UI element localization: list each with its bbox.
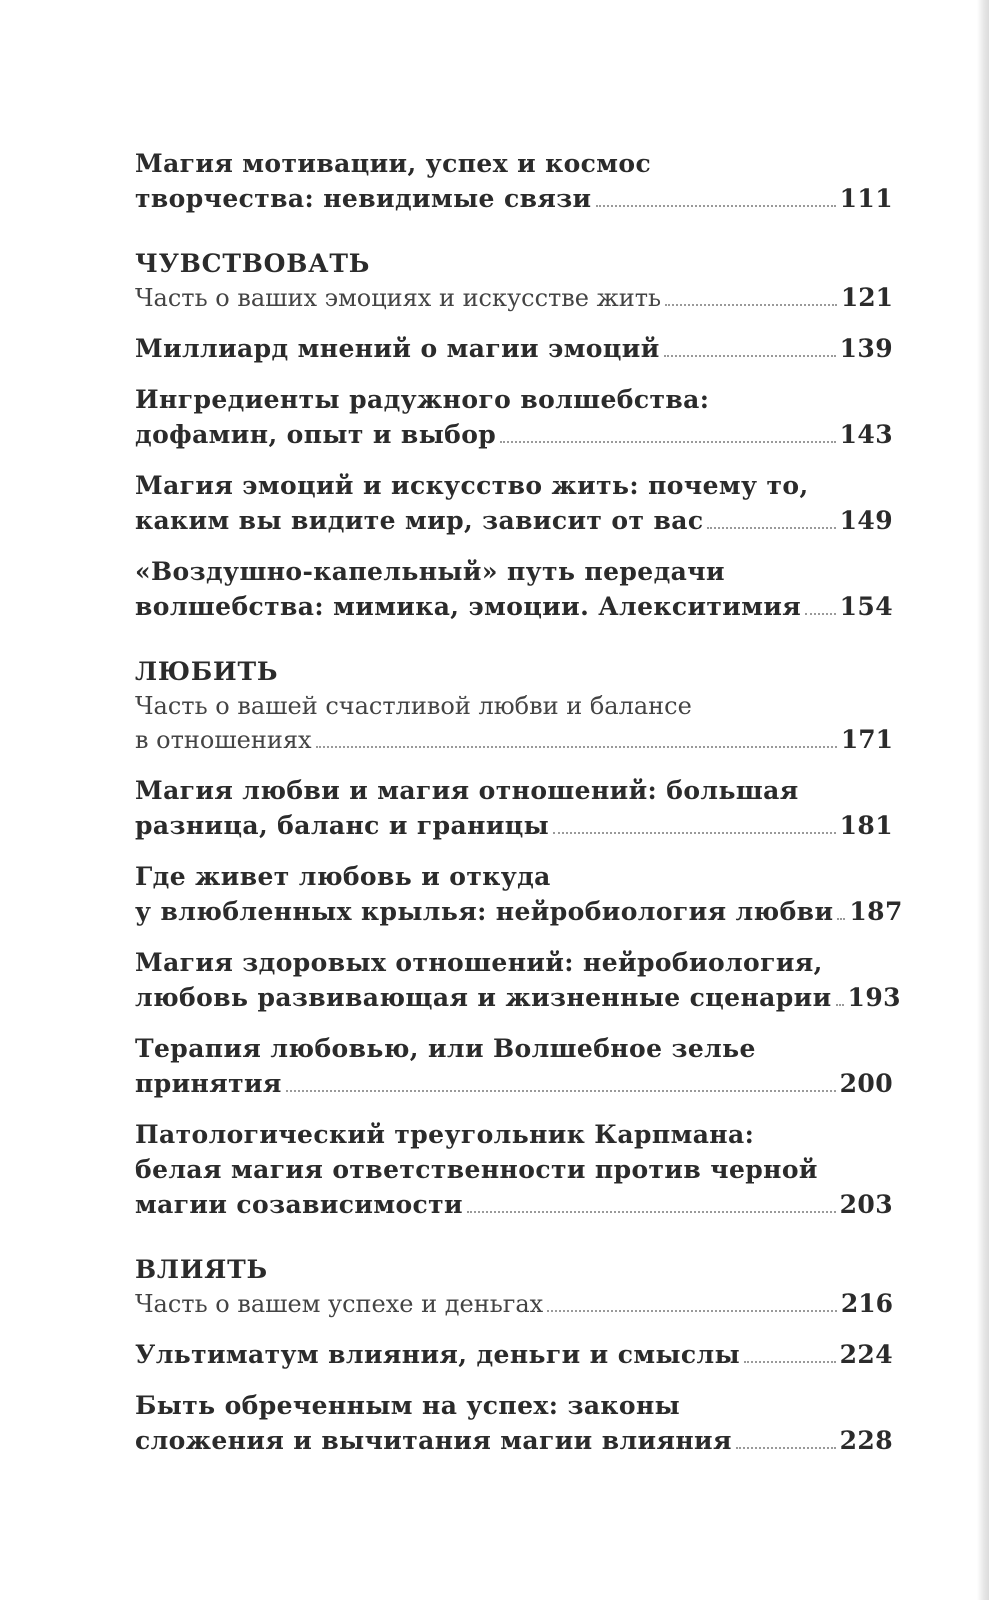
toc-entry-title: сложения и вычитания магии влияния [135, 1426, 732, 1455]
toc-entry-title: Магия здоровых отношений: нейробиология, [135, 948, 823, 977]
page-number: 228 [839, 1426, 893, 1455]
section-subtitle-text: Часть о вашей счастливой любви и балансе [135, 692, 692, 720]
page-number: 200 [839, 1069, 893, 1098]
section-subtitle[interactable] [135, 281, 893, 315]
page-number: 193 [847, 983, 901, 1012]
toc-entry-line [135, 1117, 893, 1152]
dot-leader [547, 1310, 837, 1312]
toc-entry[interactable] [135, 1117, 893, 1222]
page-number: 203 [839, 1190, 893, 1219]
toc-entry-title: Терапия любовью, или Волшебное зелье [135, 1034, 756, 1063]
toc-entry[interactable] [135, 146, 893, 216]
toc-entry-line [135, 1187, 893, 1222]
dot-leader [665, 304, 837, 306]
toc-entry[interactable] [135, 773, 893, 843]
toc-entry-title: Где живет любовь и откуда [135, 862, 551, 891]
toc-entry-line [135, 1388, 893, 1423]
toc-entry-line [135, 554, 893, 589]
toc-entry-title: любовь развивающая и жизненные сценарии [135, 983, 832, 1012]
page-number: 149 [839, 506, 893, 535]
page-number: 224 [839, 1340, 893, 1369]
toc-entry-line [135, 417, 893, 452]
toc-entry-title: «Воздушно-капельный» путь передачи [135, 557, 725, 586]
toc-entry-line [135, 1152, 893, 1187]
page-number: 143 [839, 420, 893, 449]
section-subtitle-text: Часть о ваших эмоциях и искусстве жить [135, 284, 662, 312]
toc-entry-title: Ультиматум влияния, деньги и смыслы [135, 1340, 741, 1369]
page-edge-shadow [977, 0, 989, 1600]
toc-entry-line [135, 1066, 893, 1101]
toc-entry-title: Магия любви и магия отношений: большая [135, 776, 799, 805]
toc-entry-line [135, 980, 901, 1015]
toc-entry[interactable] [135, 1031, 893, 1101]
toc-entry-line [135, 859, 893, 894]
toc-entry[interactable] [135, 1337, 893, 1372]
toc-entry-line [135, 894, 903, 929]
toc-entry-title: у влюбленных крылья: нейробиология любви [135, 897, 834, 926]
toc-entry[interactable] [135, 945, 901, 1015]
dot-leader [553, 832, 836, 834]
toc-entry-line [135, 808, 893, 843]
page-number: 187 [849, 897, 903, 926]
toc-entry[interactable] [135, 554, 893, 624]
page-number: 181 [839, 811, 893, 840]
toc-entry[interactable] [135, 859, 903, 929]
toc-entry-line [135, 945, 893, 980]
toc-entry-line [135, 773, 893, 808]
toc-entry-title: Магия эмоций и искусство жить: почему то, [135, 471, 809, 500]
toc-entry-title: дофамин, опыт и выбор [135, 420, 497, 449]
toc-section-chuvstvovat [135, 246, 893, 315]
dot-leader [316, 746, 837, 748]
section-heading[interactable]: ЧУВСТВОВАТЬ [135, 249, 371, 278]
dot-leader [500, 441, 835, 443]
toc-entry-title: каким вы видите мир, зависит от вас [135, 506, 704, 535]
toc-entry-line [135, 382, 893, 417]
toc-section-lyubit [135, 654, 893, 757]
dot-leader [836, 1004, 844, 1006]
dot-leader [596, 205, 836, 207]
dot-leader [286, 1090, 836, 1092]
dot-leader [467, 1211, 836, 1213]
toc-entry-title: Патологический треугольник Карпмана: [135, 1120, 755, 1149]
toc-entry-line [135, 468, 893, 503]
dot-leader [707, 527, 835, 529]
page-number: 216 [840, 1289, 893, 1318]
page-number: 154 [839, 592, 893, 621]
page-number: 111 [839, 184, 893, 213]
toc-entry-line [135, 589, 893, 624]
section-heading[interactable]: ЛЮБИТЬ [135, 657, 279, 686]
toc-entry[interactable] [135, 1388, 893, 1458]
toc-entry-line [135, 1031, 893, 1066]
page-number: 121 [840, 283, 893, 312]
table-of-contents [135, 146, 903, 1474]
toc-entry[interactable] [135, 331, 893, 366]
toc-entry-title: творчества: невидимые связи [135, 184, 592, 213]
dot-leader [736, 1447, 836, 1449]
toc-entry-title: белая магия ответственности против черной [135, 1155, 818, 1184]
toc-entry-title: разница, баланс и границы [135, 811, 550, 840]
page-number: 139 [839, 334, 893, 363]
toc-entry-title: Магия мотивации, успех и космос [135, 149, 652, 178]
section-heading[interactable]: ВЛИЯТЬ [135, 1255, 268, 1284]
toc-entry-line [135, 181, 893, 216]
toc-entry-line [135, 146, 893, 181]
toc-entry[interactable] [135, 382, 893, 452]
section-subtitle-text: в отношениях [135, 726, 312, 754]
dot-leader [805, 613, 835, 615]
page-number: 171 [840, 725, 893, 754]
toc-entry-title: Миллиард мнений о магии эмоций [135, 334, 660, 363]
dot-leader [664, 355, 836, 357]
toc-entry-line [135, 1337, 893, 1372]
section-subtitle[interactable] [135, 723, 893, 757]
toc-entry-title: Быть обреченным на успех: законы [135, 1391, 681, 1420]
toc-entry-line [135, 331, 893, 366]
dot-leader [744, 1361, 836, 1363]
toc-entry-title: магии созависимости [135, 1190, 463, 1219]
section-subtitle-text: Часть о вашем успехе и деньгах [135, 1290, 544, 1318]
toc-entry-line [135, 1423, 893, 1458]
toc-entry-title: принятия [135, 1069, 282, 1098]
dot-leader [837, 918, 845, 920]
section-subtitle[interactable] [135, 1287, 893, 1321]
toc-entry[interactable] [135, 468, 893, 538]
toc-entry-line [135, 503, 893, 538]
toc-entry-title: Ингредиенты радужного волшебства: [135, 385, 710, 414]
toc-section-vliyat [135, 1252, 893, 1321]
toc-entry-title: волшебства: мимика, эмоции. Алекситимия [135, 592, 802, 621]
